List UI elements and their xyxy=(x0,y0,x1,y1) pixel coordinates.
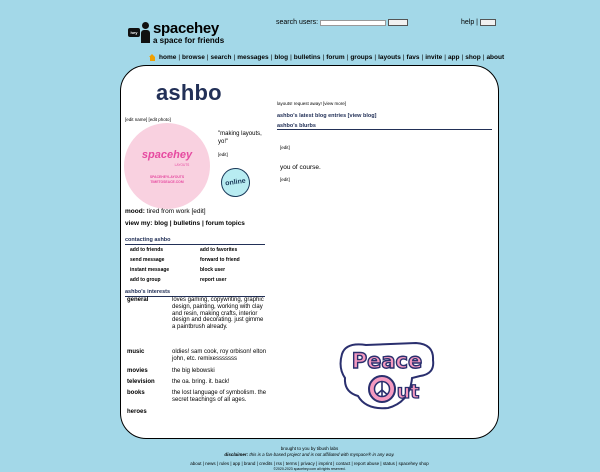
block-user-link[interactable]: block user xyxy=(200,267,226,273)
report-user-link[interactable]: report user xyxy=(200,277,227,283)
interest-key: general xyxy=(127,297,149,303)
add-to-favorites-link[interactable]: add to favorites xyxy=(200,247,238,253)
avatar-sub: LAYOUTS xyxy=(174,163,190,167)
quote-edit-link[interactable]: [edit] xyxy=(218,152,228,157)
nav-search[interactable]: search xyxy=(210,54,232,61)
nav-app[interactable]: app xyxy=(447,54,460,61)
avatar xyxy=(124,123,210,209)
send-message-link[interactable]: send message xyxy=(130,257,165,263)
interests-header: ashbo's interests xyxy=(125,289,265,297)
home-icon xyxy=(149,54,156,61)
nav-browse[interactable]: browse xyxy=(182,54,205,61)
layouts-note[interactable]: layouts! request away! [view more] xyxy=(277,101,347,106)
search-users xyxy=(276,19,408,26)
edit-name-photo-links[interactable]: [edit name] [edit photo] xyxy=(125,117,171,122)
peace-out-sticker xyxy=(336,340,438,412)
mood-edit-link[interactable]: [edit] xyxy=(191,208,206,215)
interest-key: books xyxy=(127,390,145,396)
nav-bulletins[interactable]: bulletins xyxy=(293,54,321,61)
contacting-header: contacting ashbo xyxy=(125,237,265,245)
interest-value: loves gaming, copywriting, graphic design, painting, working with clay and resin, making crafts, interior design and decorating. just gimme a paintbrush already. xyxy=(172,297,264,331)
disclaimer-label: disclaimer: xyxy=(224,452,249,457)
nav-shop[interactable]: shop xyxy=(465,54,481,61)
add-to-group-link[interactable]: add to group xyxy=(130,277,161,283)
person-icon xyxy=(141,22,151,44)
peace-symbol-icon xyxy=(369,376,395,402)
footer-links[interactable]: about | news | rules | app | brand | credits | rss | terms | privacy | imprint | contact | report abuse | status | spacehey shop xyxy=(190,461,429,466)
interest-value: the oa. bring. it. back! xyxy=(172,379,230,385)
interest-value: oldies! sam cook, roy orbison! elton john, etc. remixesssssss xyxy=(172,349,267,362)
help-link[interactable]: help | xyxy=(461,19,478,26)
nav-blog[interactable]: blog xyxy=(274,54,289,61)
interest-value: the big lebowski xyxy=(172,368,215,374)
blurb-text: you of course. xyxy=(280,164,321,171)
sticker-word-ut: ut xyxy=(396,381,420,403)
blog-entries-header[interactable]: ashbo's latest blog entries [view blog] xyxy=(277,113,377,119)
sticker-word-peace: Peace xyxy=(351,349,423,373)
search-button[interactable] xyxy=(388,19,408,26)
hey-badge: hey xyxy=(128,28,140,37)
nav-about[interactable]: about xyxy=(486,54,505,61)
nav-groups[interactable]: groups xyxy=(350,54,373,61)
forward-to-friend-link[interactable]: forward to friend xyxy=(200,257,240,263)
add-to-friends-link[interactable]: add to friends xyxy=(130,247,164,253)
online-badge: online xyxy=(219,166,252,199)
nav-home[interactable]: home xyxy=(159,54,177,61)
interest-key: music xyxy=(127,349,145,355)
nav-messages[interactable]: messages xyxy=(237,54,269,61)
interest-key: movies xyxy=(127,368,148,374)
brand-tagline: a space for friends xyxy=(153,36,225,45)
nav-favs[interactable]: favs xyxy=(406,54,420,61)
avatar-line1: SPACEHEYLAYOUTS xyxy=(149,175,185,179)
search-label: search users: xyxy=(276,19,319,26)
interest-value: the lost language of symbolism. the secret teachings of all ages. xyxy=(172,390,267,403)
brand-name: spacehey xyxy=(153,20,219,37)
footer-disclaimer xyxy=(120,452,499,457)
blurbs-edit-link[interactable]: [edit] xyxy=(280,145,290,150)
spacehey-logo[interactable] xyxy=(128,20,248,48)
mood-label: mood: xyxy=(125,208,145,215)
logout-button[interactable] xyxy=(480,19,496,26)
interest-key: television xyxy=(127,379,155,385)
profile-username: ashbo xyxy=(156,80,222,105)
mood-line xyxy=(125,208,206,215)
blurb-edit-link[interactable]: [edit] xyxy=(280,177,290,182)
profile-quote: "making layouts, yo!" xyxy=(218,131,262,145)
footer-credit: brought to you by tibush labs xyxy=(280,446,339,451)
instant-message-link[interactable]: instant message xyxy=(130,267,170,273)
avatar-line2: TIMETOSEACE.COM xyxy=(150,180,184,184)
nav-layouts[interactable]: layouts xyxy=(378,54,401,61)
search-input[interactable] xyxy=(320,20,386,26)
avatar-brand: spacehey xyxy=(141,149,193,161)
view-my-links[interactable]: view my: blog | bulletins | forum topics xyxy=(125,220,245,227)
interest-key: heroes xyxy=(127,409,147,415)
disclaimer-text: this is a fan-based project and is not affiliated with myspace® in any way. xyxy=(248,452,395,457)
mood-value: tired from work xyxy=(146,208,190,215)
blurbs-header: ashbo's blurbs xyxy=(277,123,492,130)
nav-forum[interactable]: forum xyxy=(326,54,345,61)
footer-copyright: ©2020-2023 spacehey.com all rights reserved. xyxy=(273,467,346,471)
main-nav: home | browse | search | messages | blog | bulletins | forum | groups | layouts | favs | invite | app | shop | about xyxy=(149,54,504,61)
help-area xyxy=(461,19,496,26)
nav-invite[interactable]: invite xyxy=(425,54,443,61)
